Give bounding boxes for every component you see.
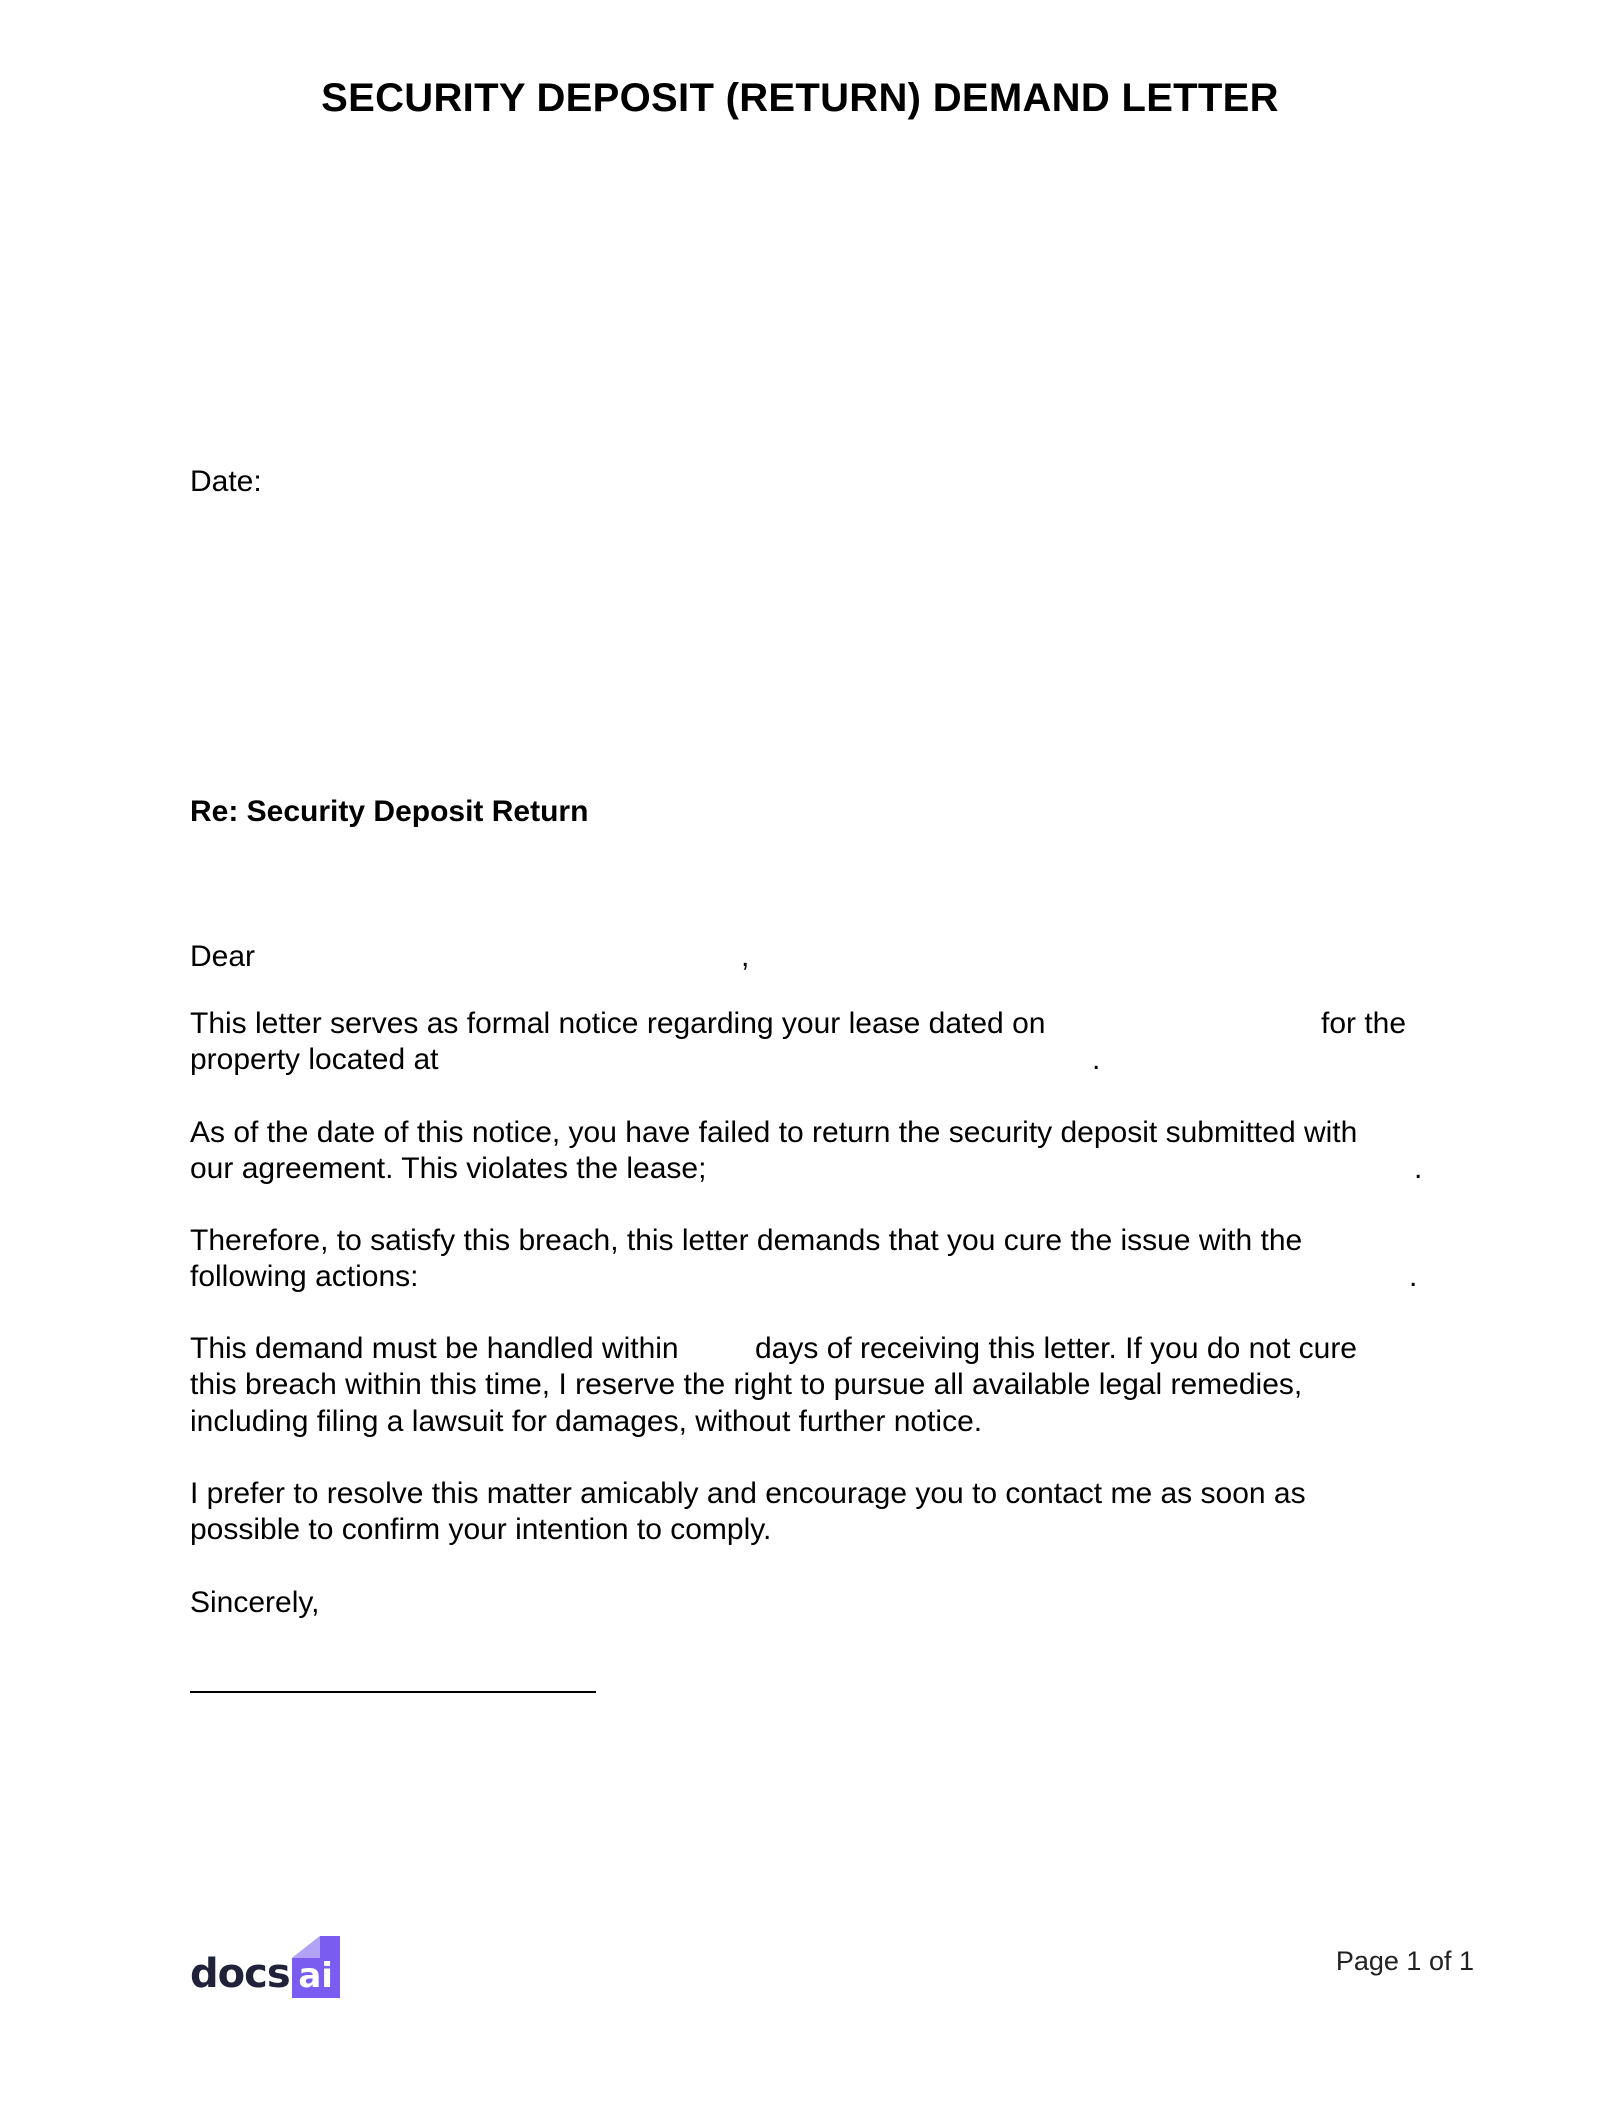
- para1-line1: This letter serves as formal notice regarding your lease dated on: [190, 1007, 1046, 1040]
- para2-line1: As of the date of this notice, you have failed to return the security deposit submitted with: [190, 1116, 1358, 1149]
- date-label: Date:: [190, 465, 262, 498]
- para3-line2-end: .: [1409, 1260, 1418, 1293]
- re-line: Re: Security Deposit Return: [190, 795, 589, 828]
- para3-line1: Therefore, to satisfy this breach, this letter demands that you cure the issue with the: [190, 1224, 1303, 1257]
- logo-badge: [292, 1936, 340, 1998]
- para3-line2: following actions:: [190, 1260, 419, 1293]
- docsai-logo: [190, 1928, 340, 1998]
- document-title: SECURITY DEPOSIT (RETURN) DEMAND LETTER: [321, 76, 1279, 120]
- salutation: Dear: [190, 940, 256, 973]
- para2-line2-end: .: [1414, 1152, 1423, 1185]
- para4-line1: This demand must be handled within: [190, 1332, 679, 1365]
- para4-line3: including filing a lawsuit for damages, without further notice.: [190, 1405, 983, 1438]
- signature-line: [190, 1691, 596, 1693]
- para5-line2: possible to confirm your intention to comply.: [190, 1513, 772, 1546]
- para5-line1: I prefer to resolve this matter amicably and encourage you to contact me as soon as: [190, 1477, 1306, 1510]
- page-number: Page 1 of 1: [1335, 1946, 1474, 1976]
- para1-line2-end: .: [1092, 1043, 1101, 1076]
- para4-line2: this breach within this time, I reserve the right to pursue all available legal remedies,: [190, 1368, 1303, 1401]
- logo-text: docs: [190, 1951, 290, 1997]
- salutation-comma: ,: [741, 940, 750, 973]
- logo-ai-text: ai: [298, 1956, 333, 1996]
- para1-line1-end: for the: [1321, 1007, 1407, 1040]
- para2-line2: our agreement. This violates the lease;: [190, 1152, 707, 1185]
- para1-line2: property located at: [190, 1043, 439, 1076]
- closing: Sincerely,: [190, 1586, 320, 1619]
- para4-line1-end: days of receiving this letter. If you do not cure: [755, 1332, 1357, 1365]
